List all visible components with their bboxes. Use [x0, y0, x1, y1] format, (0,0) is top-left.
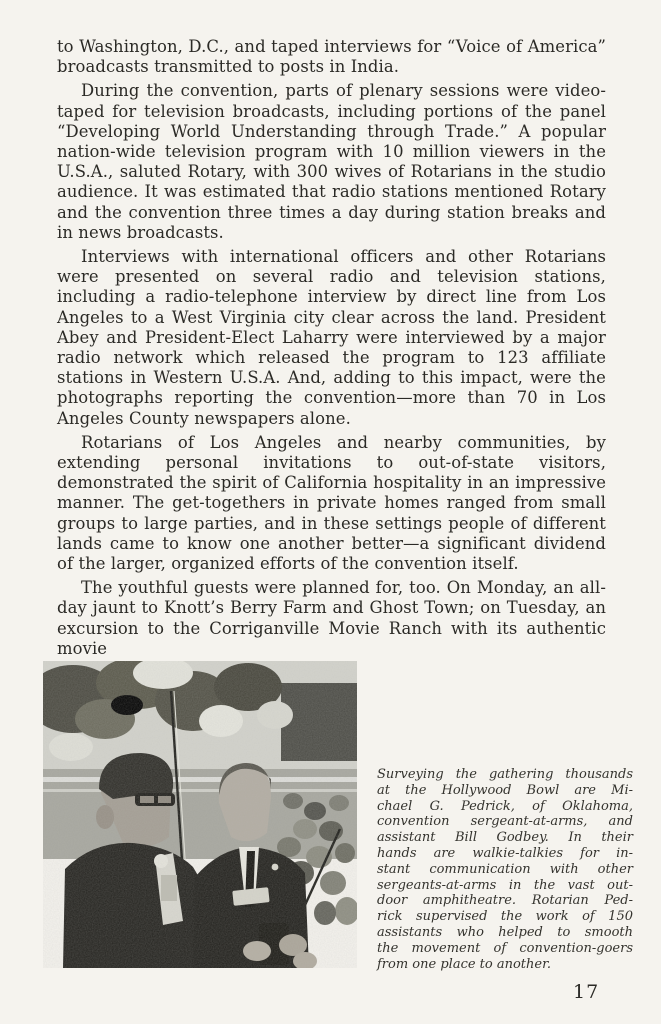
caption-line: at the Hollywood Bowl are Mi-	[377, 782, 633, 798]
photo-image	[43, 661, 357, 968]
paragraph: Rotarians of Los Angeles and nearby communities, by extending personal invitations to out-of-state visitors, demonstrated the spirit of California hospitality in an impressive manner. The get-togethers in private homes ranged from small groups to large parties, and in these settings people of different lands came to know one another better—a significant dividend of the larger, organized efforts of the convention itself.	[57, 432, 606, 574]
caption-line: assistants who helped to smooth	[377, 924, 633, 940]
paragraph: The youthful guests were planned for, too. On Monday, an all-day jaunt to Knott’s Berry Farm and Ghost Town; on Tuesday, an excursion to the Corriganville Movie Ranch with its authentic movie	[57, 578, 606, 658]
photo-caption	[377, 767, 633, 972]
article-text	[57, 37, 606, 659]
caption-line: chael G. Pedrick, of Oklahoma,	[377, 798, 633, 814]
caption-line: from one place to another.	[377, 956, 552, 972]
photograph	[43, 661, 357, 968]
paragraph: to Washington, D.C., and taped interviews for “Voice of America” broadcasts transmitted to posts in India.	[57, 37, 606, 77]
caption-line: door amphitheatre. Rotarian Ped-	[377, 893, 633, 909]
caption-line: assistant Bill Godbey. In their	[377, 830, 633, 846]
caption-line: hands are walkie-talkies for in-	[377, 845, 633, 861]
caption-line: stant communication with other	[377, 861, 633, 877]
caption-line: convention sergeant-at-arms, and	[377, 814, 633, 830]
caption-line: Surveying the gathering thousands	[377, 767, 633, 782]
paragraph: Interviews with international officers and other Rotarians were presented on several radio and television stations, including a radio-telephone interview by direct line from Los Angeles to a West Virginia city clear across the land. President Abey and President-Elect Laharry were interviewed by a major radio network which released the program to 123 affiliate stations in Western U.S.A. And, adding to this impact, were the photographs reporting the convention—more than 70 in Los Angeles County newspapers alone.	[57, 247, 606, 428]
paragraph: During the convention, parts of plenary sessions were video-taped for television broadcasts, including portions of the panel “Developing World Understanding through Trade.” A popular nation-wide television program with 10 million viewers in the U.S.A., saluted Rotary, with 300 wives of Rotarians in the studio audience. It was estimated that radio stations mentioned Rotary and the convention three times a day during station breaks and in news broadcasts.	[57, 81, 606, 242]
caption-line: rick supervised the work of 150	[377, 909, 633, 925]
page-number: 17	[573, 981, 600, 1003]
caption-line: sergeants-at-arms in the vast out-	[377, 877, 633, 893]
caption-line: the movement of convention-goers	[377, 940, 633, 956]
